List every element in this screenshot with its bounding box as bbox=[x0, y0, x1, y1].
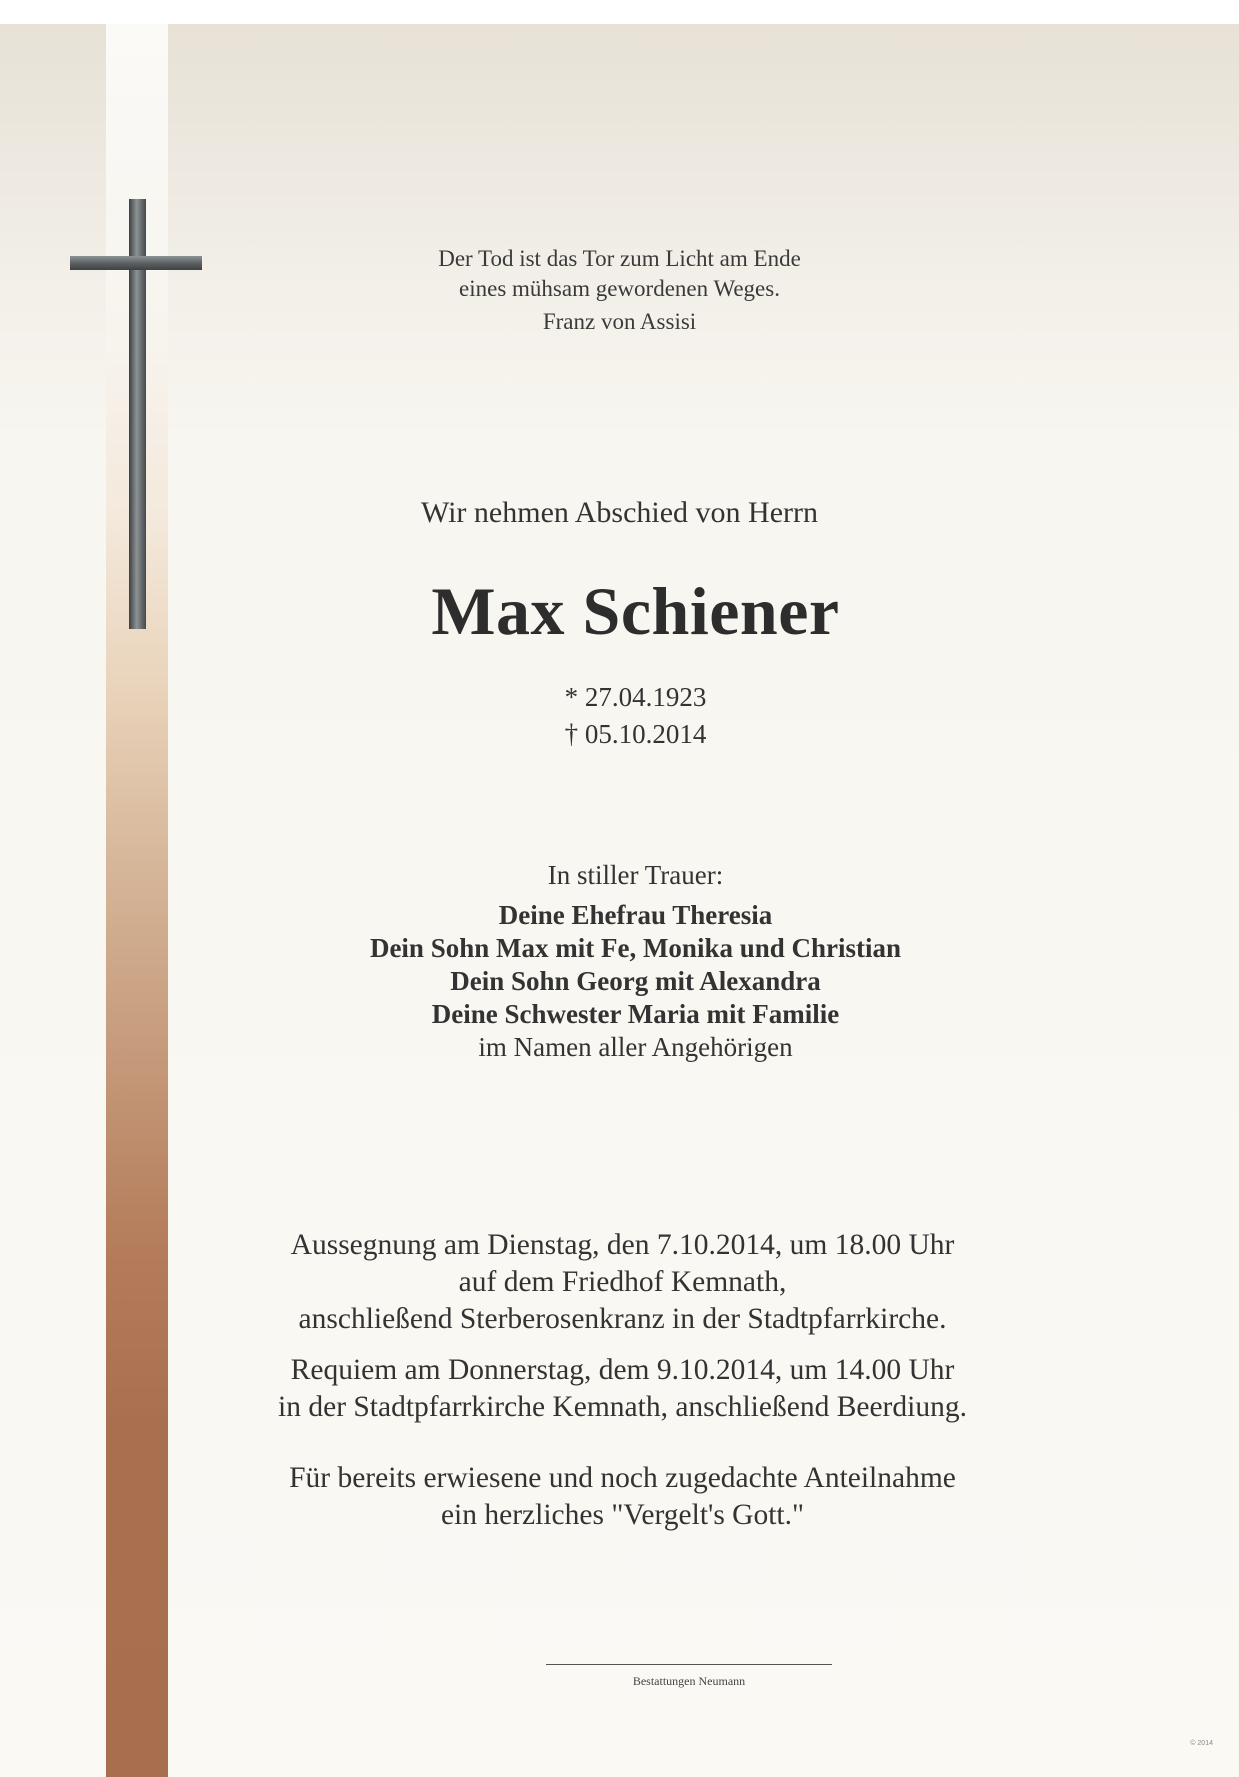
mourner-line: Deine Schwester Maria mit Familie bbox=[431, 999, 840, 1029]
birth-date: * 27.04.1923 bbox=[564, 682, 707, 712]
obituary-card bbox=[0, 24, 1239, 1777]
mourner-line: Deine Ehefrau Theresia bbox=[498, 900, 773, 930]
mourners-closing: im Namen aller Angehörigen bbox=[478, 1032, 793, 1062]
undertaker-name: Bestattungen Neumann bbox=[632, 1674, 746, 1688]
quote-line: Der Tod ist das Tor zum Licht am Ende bbox=[438, 246, 801, 271]
requiem-line: Requiem am Donnerstag, dem 9.10.2014, um 14.00 Uhr bbox=[290, 1354, 955, 1386]
blessing-line: auf dem Friedhof Kemnath, bbox=[458, 1266, 787, 1298]
quote-line: eines mühsam gewordenen Weges. bbox=[459, 276, 780, 301]
service-info bbox=[3, 1227, 1239, 1534]
mourners-lead: In stiller Trauer: bbox=[547, 860, 724, 890]
deceased-name: Max Schiener bbox=[431, 573, 840, 649]
mourner-line: Dein Sohn Max mit Fe, Monika und Christian bbox=[369, 933, 902, 963]
signature-divider bbox=[546, 1664, 832, 1665]
quote-author: Franz von Assisi bbox=[542, 309, 697, 334]
blessing-line: anschließend Sterberosenkranz in der Stadtpfarrkirche. bbox=[298, 1303, 947, 1335]
thanks-line: ein herzliches "Vergelt's Gott." bbox=[440, 1499, 805, 1531]
blessing-line: Aussegnung am Dienstag, den 7.10.2014, um 18.00 Uhr bbox=[290, 1229, 955, 1261]
thanks-line: Für bereits erwiesene und noch zugedachte Anteilnahme bbox=[289, 1462, 956, 1494]
copyright-note: © 2014 bbox=[1190, 1740, 1213, 1747]
mourners bbox=[16, 859, 1239, 1064]
life-dates bbox=[16, 679, 1239, 753]
intro-text: Wir nehmen Abschied von Herrn bbox=[420, 496, 819, 529]
requiem-line: in der Stadtpfarrkirche Kemnath, anschließend Beerdiung. bbox=[278, 1391, 967, 1423]
mourner-line: Dein Sohn Georg mit Alexandra bbox=[450, 966, 821, 996]
quote bbox=[0, 244, 1239, 337]
death-date: † 05.10.2014 bbox=[564, 719, 707, 749]
